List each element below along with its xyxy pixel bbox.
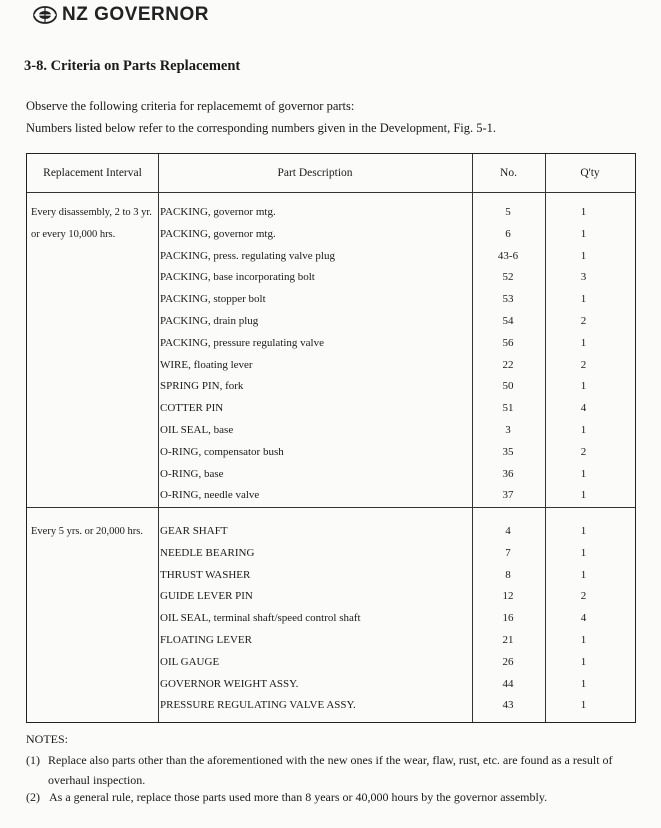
part-number: 21	[502, 634, 514, 646]
header-logo	[33, 4, 209, 26]
part-description: PACKING, governor mtg.	[160, 227, 276, 240]
part-quantity: 1	[580, 568, 587, 581]
part-number: 22	[502, 358, 514, 371]
part-quantity: 1	[580, 206, 587, 218]
part-number: 26	[502, 655, 514, 668]
part-quantity: 1	[580, 677, 587, 690]
part-number: 12	[502, 590, 514, 603]
part-number: 54	[502, 315, 514, 327]
note-1-text: Replace also parts other than the aforementioned with the new ones if the wear, flaw, rust, etc. are found as a result of overhaul inspection.	[48, 753, 613, 787]
col-header-description: Part Description	[277, 167, 353, 179]
part-description: GEAR SHAFT	[160, 525, 228, 537]
part-description: GUIDE LEVER PIN	[160, 590, 253, 603]
table-row	[27, 246, 635, 268]
col-header-no: No.	[500, 167, 517, 179]
table-row	[27, 355, 635, 377]
part-description: THRUST WASHER	[160, 568, 251, 581]
part-quantity: 2	[580, 315, 587, 327]
part-description: OIL SEAL, terminal shaft/speed control shaft	[160, 612, 361, 625]
interval-group1-line1: Every disassembly, 2 to 3 yr.	[31, 207, 152, 218]
table-row	[27, 464, 635, 486]
intro-line-1: Observe the following criteria for replacememt of governor parts:	[26, 99, 355, 113]
table-row	[27, 398, 635, 420]
part-description: SPRING PIN, fork	[160, 380, 244, 393]
part-quantity: 2	[580, 358, 587, 371]
table-row	[27, 333, 635, 355]
table-row	[27, 267, 635, 289]
part-number: 3	[505, 424, 511, 436]
part-description: OIL GAUGE	[160, 655, 220, 668]
part-quantity: 1	[580, 380, 587, 393]
table-row	[27, 485, 635, 507]
table-row	[27, 376, 635, 398]
note-1-label: (1)	[26, 753, 40, 767]
col-header-qty: Q'ty	[580, 167, 600, 179]
interval-group1-line2: or every 10,000 hrs.	[31, 229, 116, 240]
part-quantity: 1	[580, 489, 587, 502]
part-quantity: 4	[580, 612, 587, 625]
part-number: 51	[502, 402, 514, 415]
part-number: 16	[502, 612, 514, 625]
part-quantity: 1	[580, 546, 587, 559]
part-number: 5	[505, 206, 511, 218]
logo-text: NZ GOVERNOR	[62, 4, 209, 25]
part-quantity: 1	[580, 424, 587, 436]
part-description: PACKING, drain plug	[160, 315, 259, 327]
part-number: 37	[502, 489, 514, 502]
part-quantity: 2	[580, 445, 587, 458]
note-2	[26, 790, 547, 805]
table-row	[27, 565, 635, 587]
part-description: COTTER PIN	[160, 402, 224, 415]
part-quantity: 1	[580, 525, 587, 537]
part-quantity: 1	[580, 227, 587, 240]
part-description: OIL SEAL, base	[160, 424, 234, 436]
section-title: 3-8. Criteria on Parts Replacement	[24, 58, 241, 74]
table-row	[27, 202, 635, 224]
part-quantity: 1	[580, 699, 587, 712]
part-description: PRESSURE REGULATING VALVE ASSY.	[160, 699, 356, 712]
notes-title: NOTES:	[26, 732, 68, 746]
part-description: WIRE, floating lever	[160, 358, 253, 371]
part-description: O-RING, needle valve	[160, 489, 260, 502]
col-header-interval: Replacement Interval	[43, 167, 142, 179]
part-quantity: 1	[580, 655, 587, 668]
part-number: 8	[505, 568, 511, 581]
intro-line-2: Numbers listed below refer to the corresponding numbers given in the Development, Fig. 5-1.	[26, 121, 497, 135]
part-description: PACKING, governor mtg.	[160, 206, 276, 218]
part-description: FLOATING LEVER	[160, 634, 252, 646]
note-2-text: As a general rule, replace those parts used more than 8 years or 40,000 hours by the governor assembly.	[49, 790, 548, 804]
table-row	[27, 543, 635, 565]
part-quantity: 1	[580, 467, 587, 480]
table-row	[27, 652, 635, 674]
nz-emblem-icon	[33, 6, 57, 24]
part-number: 35	[502, 445, 514, 458]
part-number: 36	[502, 467, 514, 480]
table-row	[27, 608, 635, 630]
part-description: NEEDLE BEARING	[160, 546, 255, 559]
part-quantity: 4	[580, 402, 587, 415]
part-number: 52	[502, 271, 514, 284]
part-number: 50	[502, 380, 514, 393]
part-description: GOVERNOR WEIGHT ASSY.	[160, 677, 299, 690]
table-row	[27, 674, 635, 696]
table-row	[27, 224, 635, 246]
table-row	[27, 586, 635, 608]
table-row	[27, 695, 635, 717]
table-row	[27, 420, 635, 442]
part-quantity: 1	[580, 293, 587, 306]
table-row	[27, 442, 635, 464]
part-description: O-RING, base	[160, 467, 224, 480]
part-number: 53	[502, 293, 514, 306]
part-quantity: 1	[580, 634, 587, 646]
part-description: PACKING, base incorporating bolt	[160, 271, 315, 284]
note-2-label: (2)	[26, 790, 40, 804]
part-description: PACKING, stopper bolt	[160, 293, 266, 306]
table-row	[27, 311, 635, 333]
part-description: O-RING, compensator bush	[160, 445, 284, 458]
part-number: 56	[502, 336, 514, 349]
part-number: 43-6	[497, 249, 519, 262]
interval-group2: Every 5 yrs. or 20,000 hrs.	[31, 526, 143, 537]
part-quantity: 1	[580, 336, 587, 349]
part-number: 44	[502, 677, 514, 690]
part-number: 7	[505, 546, 511, 559]
part-description: PACKING, pressure regulating valve	[160, 336, 324, 349]
table-row	[27, 521, 635, 543]
part-number: 43	[502, 699, 514, 712]
table-row	[27, 630, 635, 652]
parts-replacement-table	[26, 153, 636, 723]
part-description: PACKING, press. regulating valve plug	[160, 249, 335, 262]
part-number: 6	[505, 227, 511, 240]
part-number: 4	[505, 525, 511, 537]
part-quantity: 3	[580, 271, 587, 284]
part-quantity: 1	[580, 249, 587, 262]
table-row	[27, 289, 635, 311]
part-quantity: 2	[580, 590, 587, 603]
